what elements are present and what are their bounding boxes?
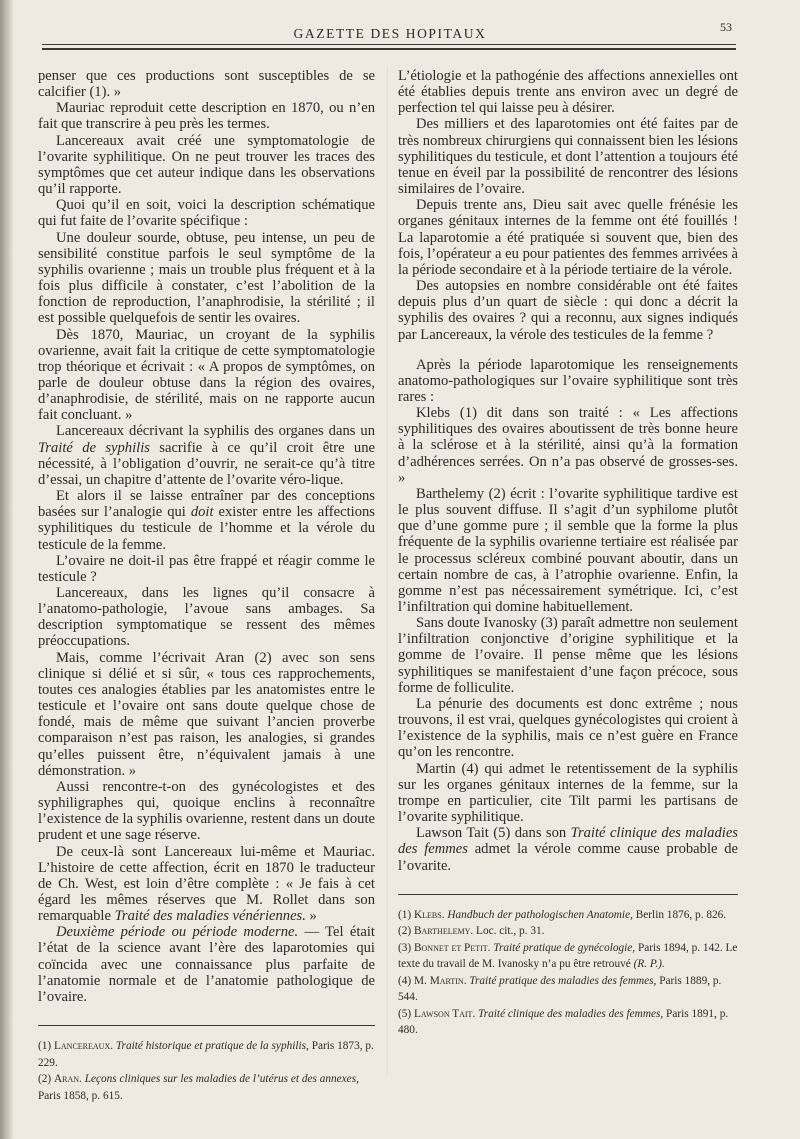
paragraph: Des milliers et des laparotomies ont été faites par de très nombreux chirurgiens qui connaissent bien les lésions syphilitiques du testicule, et dont l’attention a toujours été tenue en éveil par la possibilité de rencontrer des lésions similaires de l’ovaire. (398, 116, 738, 198)
footnote-author: M. Martin. (414, 974, 467, 987)
text-run: — Tel était l’état de la science avant l’ère des laparotomies qui coïncida avec une connaissance plus parfaite de l’anatomie normale et de l’anatomie pathologique de l’ovaire. (38, 924, 375, 1005)
binding-edge (0, 0, 14, 1139)
paragraph: Sans doute Ivanosky (3) paraît admettre non seulement l’infiltration conjonctive d’origine syphilitique et la gomme de l’ovaire. Il pense même que les lésions syphilitiques se manifestaient d’une façon précoce, sous forme de folliculite. (398, 615, 738, 696)
footnote (398, 923, 738, 940)
paragraph: La pénurie des documents est donc extrême ; nous trouvons, il est vrai, quelques gynécologistes qui croient à l’existence de la syphilis, mais ce n’est guère en France qu’on les rencontre. (398, 695, 738, 761)
footnote-author: Aran. (54, 1073, 82, 1086)
paragraph: Mais, comme l’écrivait Aran (2) avec son sens clinique si délié et si sûr, « tous ces rapprochements, toutes ces analogies établies par les anatomistes entre le testicule et l’ovaire ont sans doute quelque chose de fondé, mais de même que suivant l’ancien proverbe comparaison n’est pas raison, les analogies, si grandes qu’elles puissent être, n’équivalent jamais à une démonstration. » (38, 649, 375, 779)
left-column (38, 68, 375, 1104)
footnote-author: Lawson Tait. (414, 1007, 476, 1020)
footnote-detail: Berlin 1876, p. 826. (632, 908, 727, 921)
paragraph: Klebs (1) dit dans son traité : « Les affections syphilitiques des ovaires aboutissent de très bonne heure à la sclérose et à la stérilité, ainsi qu’à la formation d’adhérences serrées. On n’a pas observé de grosses-ses. » (398, 405, 738, 486)
footnote-rule (398, 894, 738, 895)
paragraph (38, 924, 375, 1005)
footnote (398, 940, 738, 973)
footnote-author: Barthelemy. (414, 925, 474, 938)
footnote (38, 1038, 375, 1071)
footnote (398, 1006, 738, 1039)
footnote-number: (1) (38, 1040, 54, 1053)
footnote-number: (2) (38, 1073, 54, 1086)
footnote-detail: Paris 1894, p. 142. Le texte du travail de M. Ivanosky n’a pu être retrouvé (398, 941, 738, 971)
footnote-detail: Paris 1873, p. 229. (38, 1040, 374, 1069)
footnote-title: Traité pratique de gynécologie, (490, 941, 636, 954)
paragraph: L’ovaire ne doit-il pas être frappé et réagir comme le testicule ? (38, 552, 375, 585)
footnote-number: (4) (398, 974, 414, 987)
emphasis: doit (190, 504, 214, 521)
text-run: Et alors il se laisse entraîner par des conceptions basées sur l’analogie qui (38, 488, 375, 521)
paragraph (398, 825, 738, 873)
paragraph: Aussi rencontre-t-on des gynécologistes et des syphiligraphes qui, quoique enclins à reconnaître l’existence de la syphilis ovarienne, restent dans un doute prudent et une sage réserve. (38, 778, 375, 844)
paragraph (38, 423, 375, 488)
paragraph: L’étiologie et la pathogénie des affections annexielles ont été établies depuis trente ans environ avec un degré de perfection tel qui laisse peu à désirer. (398, 68, 738, 117)
footnote-title: Traité pratique des maladies des femmes, (466, 974, 657, 987)
paragraph: Martin (4) qui admet le retentissement de la syphilis sur les organes génitaux internes de la femme, sur la trompe en particulier, cite Tilt parmi les partisans de l’ovarite syphilitique. (398, 760, 738, 826)
paragraph: Lancereaux avait créé une symptomatologie de l’ovarite syphilitique. On ne peut trouver les traces des symptômes que cet auteur indique dans les observations qu’il rapporte. (38, 132, 375, 198)
paragraph (38, 844, 375, 925)
page-header (40, 20, 740, 50)
text-run: admet la vérole comme cause probable de l’ovarite. (398, 841, 738, 874)
footnote-title: Traité historique et pratique de la syphilis, (113, 1040, 309, 1053)
paragraph: Mauriac reproduit cette description en 1870, ou n’en fait que transcrire à peu près les termes. (38, 100, 375, 133)
paragraph: Après la période laparotomique les renseignements anatomo-pathologiques sur l’ovaire syphilitique sont très rares : (398, 356, 738, 405)
footnote-detail: Paris 1889, p. 544. (398, 974, 722, 1004)
column-gutter (387, 66, 388, 1076)
paragraph: Barthelemy (2) écrit : l’ovarite syphilitique tardive est le plus souvent diffuse. Il s’agit d’un syphilome plutôt que d’une gomme pure ; il semble que la forme la plus fréquente de la syphilis ovarienne tertiaire est réalisée par le processus scléreux combiné pouvant aboutir, dans un certain nombre de cas, à l’atrophie ovarienne. Enfin, la gomme n’est pas nécessairement symétrique. Ici, c’est l’infiltration qui domine habituellement. (398, 485, 738, 615)
right-column (398, 68, 738, 1039)
paragraph: Dès 1870, Mauriac, un croyant de la syphilis ovarienne, avait fait la critique de cette symptomatologie trop théorique et écrivait : « A propos de symptômes, on parle de douleur obtuse dans la région des ovaires, d’anaphrodisie, de stérilité, mais on ne rapporte aucun fait concluant. » (38, 326, 375, 424)
footnote-title: Leçons cliniques sur les maladies de l’utérus et des annexes, (81, 1073, 359, 1086)
footnote-detail: Loc. cit., p. 31. (473, 925, 545, 938)
text-run: De ceux-là sont Lancereaux lui-même et Mauriac. L’histoire de cette affection, écrit en 1870 le traducteur de Ch. West, est loin d’être complète : « Je fais à cet égard les mêmes réserves que M. Rollet dans son remarquable (38, 843, 375, 925)
footnote-title: Handbuch der pathologischen Anatomie, (444, 908, 633, 921)
footnote-number: (3) (398, 941, 414, 954)
page-number: 53 (720, 20, 732, 34)
text-run: » (305, 908, 317, 925)
paragraph: Lancereaux, dans les lignes qu’il consacre à l’anatomo-pathologie, l’avoue sans ambages. Sa description symptomatique se ressent des mêmes préoccupations. (38, 585, 375, 650)
book-title: Traité de syphilis (38, 439, 150, 456)
paragraph: Une douleur sourde, obtuse, peu intense, un peu de sensibilité constitue parfois le seul symptôme de la syphilis ovarienne ; mais un trouble plus fréquent et à la fois plus difficile à constater, c’est l’abolition de la fonction de reproduction, l’anaphrodisie, la stérilité ; il est possible quelquefois de sentir les ovaires. (38, 229, 375, 327)
paragraph: Depuis trente ans, Dieu sait avec quelle frénésie les organes génitaux internes de la femme ont été fouillés ! La laparotomie a été pratiquée si souvent que, bien des fois, l’opérateur a eu pour patientes des femmes arrivées à la période secondaire et à la période tertiaire de la vérole. (398, 197, 738, 278)
footnote-editor-note: (R. P.). (630, 958, 665, 971)
footnote (38, 1071, 375, 1104)
footnote-author: Lancereaux. (54, 1040, 114, 1053)
text-run: Lawson Tait (5) dans son (416, 825, 571, 842)
paragraph: Des autopsies en nombre considérable ont été faites depuis plus d’un quart de siècle : qui donc a décrit la syphilis des ovaires ? qui a reconnu, aux signes indiqués par Lancereaux, la vérole des testicules de la femme ? (398, 278, 738, 343)
footnote-rule (38, 1025, 375, 1026)
footnote-author: Klebs. (414, 908, 445, 921)
paragraph: penser que ces productions sont susceptibles de se calcifier (1). » (38, 68, 375, 101)
footnotes (398, 907, 738, 1039)
footnote-number: (1) (398, 908, 414, 921)
footnote-number: (5) (398, 1007, 414, 1020)
footnote-author: Bonnet et Petit. (414, 941, 491, 954)
section-heading: Deuxième période ou période moderne. (56, 924, 299, 941)
text-run: exister entre les affections syphilitiques du testicule de l’homme et la vérole du testicule de la femme. (38, 504, 375, 553)
header-rule-thin (42, 44, 736, 45)
paragraph: Quoi qu’il en soit, voici la description schématique qui fut faite de l’ovarite spécifique : (38, 197, 375, 230)
paragraph (38, 488, 375, 553)
footnote-number: (2) (398, 925, 414, 938)
running-title: GAZETTE DES HOPITAUX (293, 26, 487, 41)
footnote (398, 973, 738, 1006)
footnotes (38, 1038, 375, 1104)
text-run: sacrifie à ce qu’il croit être une nécessité, à l’obligation d’ouvrir, ne serait-ce qu’à titre d’essai, un chapitre d’attente de l’ovarite véro-lique. (38, 439, 375, 488)
footnote-detail: Paris 1891, p. 480. (398, 1007, 729, 1037)
header-rule-thick (42, 48, 736, 50)
footnote (398, 907, 738, 924)
book-title: Traité clinique des maladies des femmes (398, 825, 738, 858)
book-title: Traité des maladies vénériennes. (114, 908, 306, 925)
text-run: Lancereaux décrivant la syphilis des organes dans un (56, 423, 375, 440)
footnote-detail: Paris 1858, p. 615. (38, 1089, 123, 1102)
footnote-title: Traité clinique des maladies des femmes, (475, 1007, 664, 1020)
